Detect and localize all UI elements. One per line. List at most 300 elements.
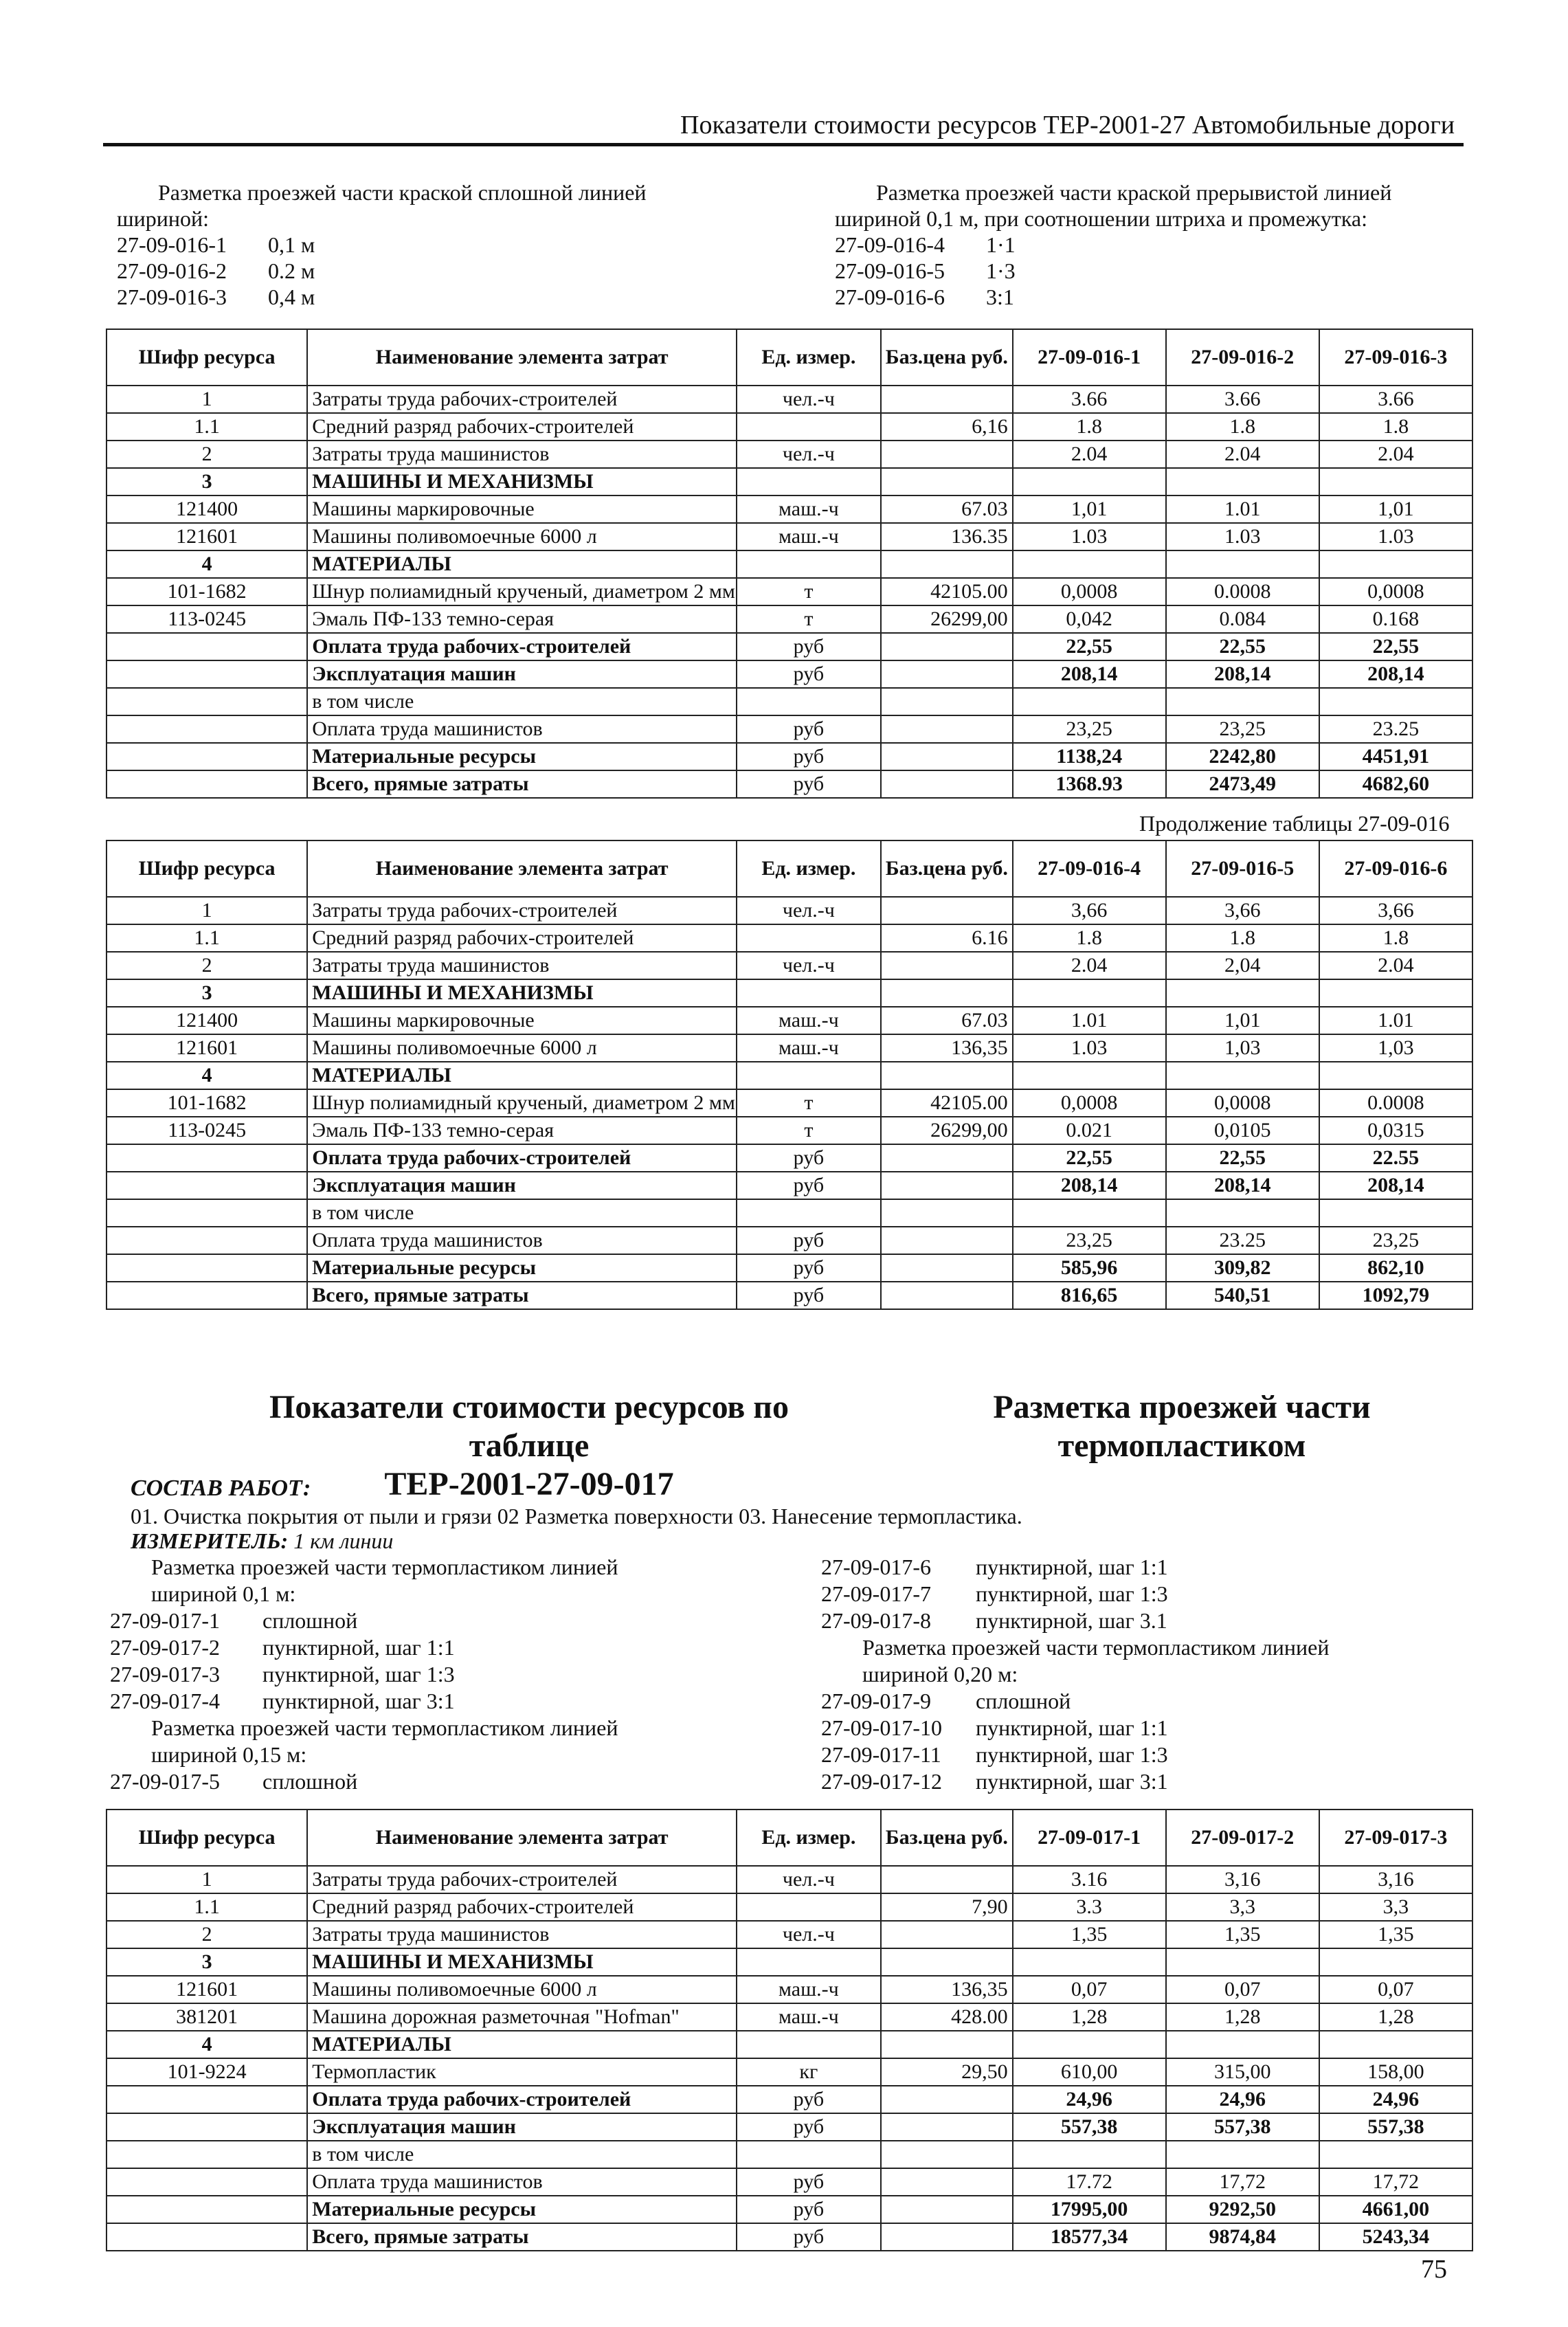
table-cell: 1.01 [1319, 1007, 1472, 1034]
table-cell: 0,0008 [1319, 578, 1472, 605]
table-cell: 3.66 [1319, 386, 1472, 413]
table-cell [1013, 1199, 1166, 1227]
table-cell [107, 2196, 307, 2223]
table-row [107, 979, 1472, 1007]
table-cell: 3,3 [1319, 1893, 1472, 1921]
table-cell: 309,82 [1166, 1254, 1319, 1282]
column-header: 27-09-017-1 [1013, 1810, 1166, 1866]
table-cell: Машины маркировочные [307, 1007, 737, 1034]
table-row [107, 441, 1472, 468]
column-header: 27-09-016-3 [1319, 329, 1472, 386]
table-cell: т [737, 578, 881, 605]
table-row [107, 1144, 1472, 1172]
table-cell [881, 770, 1013, 798]
table-cell: 158,00 [1319, 2058, 1472, 2086]
s017-left-item-heading: шириной 0,1 м: [151, 1581, 296, 1606]
column-header: Шифр ресурса [107, 840, 307, 897]
table-cell [1319, 2031, 1472, 2058]
table-cell [1013, 2031, 1166, 2058]
table-cell: 121400 [107, 1007, 307, 1034]
meter-label: ИЗМЕРИТЕЛЬ: [131, 1528, 289, 1553]
works-text: 01. Очистка покрытия от пыли и грязи 02 Разметка поверхности 03. Нанесение термопластика. [131, 1504, 1022, 1528]
table-cell: 1,28 [1319, 2003, 1472, 2031]
table-cell [737, 1893, 881, 1921]
s017-right-item-text: пунктирной, шаг 3.1 [976, 1608, 1167, 1633]
table-cell: 0,0315 [1319, 1117, 1472, 1144]
table-cell [1013, 1062, 1166, 1089]
table-row [107, 1089, 1472, 1117]
column-header: Ед. измер. [737, 329, 881, 386]
table-cell: 816,65 [1013, 1282, 1166, 1309]
table-cell: 6.16 [881, 924, 1013, 952]
s017-left-item-code: 27-09-017-3 [110, 1662, 220, 1686]
running-header: Показатели стоимости ресурсов ТЕР-2001-27 Автомобильные дороги [680, 111, 1455, 140]
table-cell: 9874,84 [1166, 2223, 1319, 2251]
table-cell [1166, 1062, 1319, 1089]
table-cell: 0.0008 [1166, 578, 1319, 605]
table-cell: Термопластик [307, 2058, 737, 2086]
table-cell: 2 [107, 441, 307, 468]
table-cell [881, 1144, 1013, 1172]
intro016-left-item-text: 0,4 м [268, 285, 315, 309]
table-cell: кг [737, 2058, 881, 2086]
table-cell: руб [737, 633, 881, 660]
table-cell [1166, 2141, 1319, 2168]
table-cell: 1.8 [1166, 924, 1319, 952]
table-cell: Шнур полиамидный крученый, диаметром 2 мм [307, 1089, 737, 1117]
intro016-right-item-text: 1·3 [986, 258, 1016, 283]
table-cell [881, 1062, 1013, 1089]
table-cell [737, 924, 881, 952]
table-cell [1013, 550, 1166, 578]
table-cell: 0,0008 [1013, 1089, 1166, 1117]
s017-right-item-code: 27-09-017-11 [821, 1742, 941, 1767]
table-cell: 208,14 [1013, 660, 1166, 688]
s017-right-item-code: 27-09-017-6 [821, 1555, 931, 1579]
table-cell: чел.-ч [737, 441, 881, 468]
column-header: 27-09-016-4 [1013, 840, 1166, 897]
table-cell [107, 1199, 307, 1227]
table-cell: 0,07 [1166, 1976, 1319, 2003]
table-cell [1013, 2141, 1166, 2168]
table-cell: Оплата труда машинистов [307, 1227, 737, 1254]
table-row [107, 688, 1472, 715]
table-cell [1166, 2031, 1319, 2058]
column-header: 27-09-016-6 [1319, 840, 1472, 897]
intro016-right-title-2: шириной 0,1 м, при соотношении штриха и промежутка: [835, 206, 1368, 231]
column-header: 27-09-016-5 [1166, 840, 1319, 897]
table-row [107, 1976, 1472, 2003]
s017-left-item-text: пунктирной, шаг 1:1 [262, 1635, 455, 1660]
table-cell: 113-0245 [107, 605, 307, 633]
table-cell [737, 2141, 881, 2168]
table-cell: 3.66 [1166, 386, 1319, 413]
column-header: Баз.цена руб. [881, 1810, 1013, 1866]
table-cell: 0.021 [1013, 1117, 1166, 1144]
table-cell [881, 2141, 1013, 2168]
table-row [107, 633, 1472, 660]
table-row [107, 1062, 1472, 1089]
table-cell [1013, 468, 1166, 496]
table-cell: 4682,60 [1319, 770, 1472, 798]
table-cell: 3,66 [1013, 897, 1166, 924]
table-row [107, 1117, 1472, 1144]
table-cell: руб [737, 1254, 881, 1282]
intro016-right-title-1: Разметка проезжей части краской прерывистой линией [876, 180, 1392, 205]
table-cell: Эксплуатация машин [307, 660, 737, 688]
table-cell: Материальные ресурсы [307, 2196, 737, 2223]
table-cell: 2 [107, 1921, 307, 1948]
table-cell: Средний разряд рабочих-строителей [307, 1893, 737, 1921]
table-cell: 3,16 [1166, 1866, 1319, 1893]
s017-left-item-heading: шириной 0,15 м: [151, 1742, 307, 1767]
table-cell: руб [737, 2196, 881, 2223]
table-cell [881, 2223, 1013, 2251]
s017-right-item-code: 27-09-017-12 [821, 1769, 942, 1794]
table-header-row [107, 840, 1472, 897]
table-row [107, 1282, 1472, 1309]
table-cell [107, 2113, 307, 2141]
table-cell: 1.8 [1319, 924, 1472, 952]
table-cell: Всего, прямые затраты [307, 2223, 737, 2251]
table-cell [1013, 1948, 1166, 1976]
table-cell: 2.04 [1319, 441, 1472, 468]
table-cell [737, 1199, 881, 1227]
table-cell: 101-1682 [107, 578, 307, 605]
table-cell: Всего, прямые затраты [307, 770, 737, 798]
table-cell: 0,0105 [1166, 1117, 1319, 1144]
table-row [107, 660, 1472, 688]
table-cell [881, 468, 1013, 496]
table-cell: 0,042 [1013, 605, 1166, 633]
table-cell: 101-1682 [107, 1089, 307, 1117]
table-cell: 428.00 [881, 2003, 1013, 2031]
table-cell: 42105.00 [881, 578, 1013, 605]
table-row [107, 715, 1472, 743]
table-cell: чел.-ч [737, 897, 881, 924]
table-cell: т [737, 605, 881, 633]
table-cell [881, 2196, 1013, 2223]
table-cell: маш.-ч [737, 2003, 881, 2031]
table-cell [107, 770, 307, 798]
table-cell: руб [737, 743, 881, 770]
table-cell: руб [737, 2113, 881, 2141]
resource-table-017-1-3 [106, 1809, 1473, 2251]
table-cell [737, 979, 881, 1007]
table-cell [881, 1227, 1013, 1254]
table-cell: 4451,91 [1319, 743, 1472, 770]
intro016-left-item-text: 0,1 м [268, 232, 315, 257]
s017-left-item-heading: Разметка проезжей части термопластиком линией [151, 1715, 618, 1740]
table-cell: 4 [107, 550, 307, 578]
table-cell: маш.-ч [737, 1007, 881, 1034]
table-cell: 0.0008 [1319, 1089, 1472, 1117]
table-cell: 208,14 [1013, 1172, 1166, 1199]
table-cell [107, 2086, 307, 2113]
table-cell: 1.1 [107, 1893, 307, 1921]
table-cell: 1,01 [1319, 496, 1472, 523]
table-cell: 1.03 [1319, 523, 1472, 550]
table-cell [107, 2168, 307, 2196]
column-header: Ед. измер. [737, 840, 881, 897]
table-cell: 3 [107, 979, 307, 1007]
table-row [107, 550, 1472, 578]
table-cell: 24,96 [1166, 2086, 1319, 2113]
s017-right-item-text: пунктирной, шаг 1:1 [976, 1715, 1168, 1740]
table-cell: руб [737, 1282, 881, 1309]
table-cell: т [737, 1089, 881, 1117]
table-cell: 2,04 [1166, 952, 1319, 979]
table-cell: Затраты труда машинистов [307, 952, 737, 979]
column-header: Баз.цена руб. [881, 840, 1013, 897]
table-row [107, 468, 1472, 496]
s017-left-item-text: пунктирной, шаг 1:3 [262, 1662, 455, 1686]
s017-right-item-heading: Разметка проезжей части термопластиком линией [862, 1635, 1330, 1660]
table-cell: 67.03 [881, 496, 1013, 523]
table-cell: 1,03 [1319, 1034, 1472, 1062]
table-cell: 18577,34 [1013, 2223, 1166, 2251]
table-header-row [107, 329, 1472, 386]
table-cell: 3,66 [1166, 897, 1319, 924]
table-cell [107, 743, 307, 770]
table-cell: 1,35 [1319, 1921, 1472, 1948]
table-row [107, 496, 1472, 523]
column-header: Наименование элемента затрат [307, 329, 737, 386]
table-cell: 9292,50 [1166, 2196, 1319, 2223]
table-cell: 1,01 [1166, 1007, 1319, 1034]
table-cell [107, 688, 307, 715]
table-cell: 1.01 [1013, 1007, 1166, 1034]
table-cell [107, 660, 307, 688]
table-cell [107, 715, 307, 743]
table-cell [1166, 1199, 1319, 1227]
section017-title-left-1: Показатели стоимости ресурсов по таблице [269, 1389, 789, 1464]
works-label: СОСТАВ РАБОТ: [131, 1476, 311, 1501]
table-cell: 22,55 [1013, 1144, 1166, 1172]
table-cell [881, 1948, 1013, 1976]
table-cell [1013, 688, 1166, 715]
table-cell: 862,10 [1319, 1254, 1472, 1282]
table-cell: 315,00 [1166, 2058, 1319, 2086]
table-cell [1319, 1199, 1472, 1227]
table-row [107, 897, 1472, 924]
table-cell [1166, 468, 1319, 496]
table-cell: 17,72 [1166, 2168, 1319, 2196]
table-cell: 4 [107, 2031, 307, 2058]
table-cell [107, 1254, 307, 1282]
table-cell: 26299,00 [881, 1117, 1013, 1144]
table-cell: МАШИНЫ И МЕХАНИЗМЫ [307, 468, 737, 496]
table-row [107, 386, 1472, 413]
table-cell: 22,55 [1013, 633, 1166, 660]
table-cell: 1.03 [1166, 523, 1319, 550]
s017-right-item-code: 27-09-017-7 [821, 1581, 931, 1606]
table-cell: 1.01 [1166, 496, 1319, 523]
table-cell: 121601 [107, 1034, 307, 1062]
section017-title-right [989, 1388, 1374, 1465]
intro016-left-item-code: 27-09-016-3 [117, 285, 227, 309]
table-cell: МАТЕРИАЛЫ [307, 550, 737, 578]
table-cell: 585,96 [1013, 1254, 1166, 1282]
table-cell: 208,14 [1319, 1172, 1472, 1199]
intro016-right-item-code: 27-09-016-6 [835, 285, 945, 309]
table-row [107, 578, 1472, 605]
table-cell: маш.-ч [737, 1034, 881, 1062]
table-cell [881, 1172, 1013, 1199]
table-cell: Эмаль ПФ-133 темно-серая [307, 605, 737, 633]
column-header: 27-09-017-2 [1166, 1810, 1319, 1866]
table-row [107, 770, 1472, 798]
table-cell [881, 1199, 1013, 1227]
column-header: Шифр ресурса [107, 329, 307, 386]
s017-left-item-code: 27-09-017-5 [110, 1769, 220, 1794]
s017-right-item-code: 27-09-017-8 [821, 1608, 931, 1633]
table-cell: 1138,24 [1013, 743, 1166, 770]
table-cell: чел.-ч [737, 1866, 881, 1893]
s017-right-item-text: пунктирной, шаг 3:1 [976, 1769, 1168, 1794]
table-cell: маш.-ч [737, 496, 881, 523]
table-cell [737, 1062, 881, 1089]
table-cell [1319, 2141, 1472, 2168]
table-cell: 3,16 [1319, 1866, 1472, 1893]
resource-table-016-4-6 [106, 840, 1473, 1310]
table-cell [737, 413, 881, 441]
table-cell: руб [737, 1172, 881, 1199]
table-cell: Оплата труда рабочих-строителей [307, 633, 737, 660]
table-cell: Машины маркировочные [307, 496, 737, 523]
table-cell [881, 2031, 1013, 2058]
table-cell: 22,55 [1166, 1144, 1319, 1172]
table-cell [881, 1282, 1013, 1309]
table-cell: чел.-ч [737, 952, 881, 979]
table-cell: 208,14 [1166, 1172, 1319, 1199]
table-cell: 3.16 [1013, 1866, 1166, 1893]
column-header: Баз.цена руб. [881, 329, 1013, 386]
table-cell: Затраты труда машинистов [307, 1921, 737, 1948]
table-cell: 557,38 [1013, 2113, 1166, 2141]
table-cell: в том числе [307, 1199, 737, 1227]
table-row [107, 1007, 1472, 1034]
table-cell: Средний разряд рабочих-строителей [307, 413, 737, 441]
table-cell: 2473,49 [1166, 770, 1319, 798]
s017-left-item-heading: Разметка проезжей части термопластиком линией [151, 1555, 618, 1579]
resource-table-016-1-3 [106, 329, 1473, 799]
column-header: 27-09-016-1 [1013, 329, 1166, 386]
table-cell: 1.03 [1013, 523, 1166, 550]
table-cell: 557,38 [1319, 2113, 1472, 2141]
table-cell: 24,96 [1319, 2086, 1472, 2113]
table-cell: Эксплуатация машин [307, 1172, 737, 1199]
s017-left-item-text: сплошной [262, 1769, 358, 1794]
table-cell: 610,00 [1013, 2058, 1166, 2086]
table-cell [107, 1282, 307, 1309]
table-cell: МАШИНЫ И МЕХАНИЗМЫ [307, 1948, 737, 1976]
s017-left-item-text: пунктирной, шаг 3:1 [262, 1689, 455, 1713]
table-cell [1013, 979, 1166, 1007]
table-cell: т [737, 1117, 881, 1144]
table-row [107, 523, 1472, 550]
header-rule [103, 143, 1464, 146]
table-row [107, 1227, 1472, 1254]
table-cell [107, 1172, 307, 1199]
table-cell: 4661,00 [1319, 2196, 1472, 2223]
table-cell: 23.25 [1166, 1227, 1319, 1254]
s017-left-item-text: сплошной [262, 1608, 358, 1633]
table-cell: 17.72 [1013, 2168, 1166, 2196]
table-cell: 6,16 [881, 413, 1013, 441]
table-cell [1319, 468, 1472, 496]
column-header: 27-09-017-3 [1319, 1810, 1472, 1866]
table-cell: 0,0008 [1166, 1089, 1319, 1117]
table-cell [107, 633, 307, 660]
table-cell [881, 2086, 1013, 2113]
table-cell: 121601 [107, 1976, 307, 2003]
table-cell: 23,25 [1013, 1227, 1166, 1254]
meter-line [131, 1528, 393, 1553]
table-cell [881, 979, 1013, 1007]
table-cell: 557,38 [1166, 2113, 1319, 2141]
table-cell: МАТЕРИАЛЫ [307, 2031, 737, 2058]
table-cell: Оплата труда рабочих-строителей [307, 2086, 737, 2113]
table-cell [1319, 550, 1472, 578]
table-cell: Оплата труда машинистов [307, 2168, 737, 2196]
table-cell: 1.1 [107, 924, 307, 952]
intro016-right-item-code: 27-09-016-5 [835, 258, 945, 283]
s017-left-item-code: 27-09-017-2 [110, 1635, 220, 1660]
table-cell: Материальные ресурсы [307, 1254, 737, 1282]
intro016-left-item-code: 27-09-016-2 [117, 258, 227, 283]
table-cell: руб [737, 2168, 881, 2196]
table-row [107, 2086, 1472, 2113]
table-cell: Машина дорожная разметочная "Hofman" [307, 2003, 737, 2031]
table-cell [107, 1227, 307, 1254]
table-cell: 1 [107, 386, 307, 413]
table-row [107, 1866, 1472, 1893]
table-cell: Эксплуатация машин [307, 2113, 737, 2141]
table-cell: 3 [107, 468, 307, 496]
table-cell: Машины поливомоечные 6000 л [307, 1976, 737, 2003]
table-cell [107, 2141, 307, 2168]
table-cell: 23,25 [1319, 1227, 1472, 1254]
table-cell: 1 [107, 1866, 307, 1893]
intro016-left-title-1: Разметка проезжей части краской сплошной линией [158, 180, 647, 205]
s017-right-item-text: пунктирной, шаг 1:3 [976, 1742, 1168, 1767]
table-cell [107, 2223, 307, 2251]
table-cell: Затраты труда машинистов [307, 441, 737, 468]
table-row [107, 1199, 1472, 1227]
table-cell: 3.66 [1013, 386, 1166, 413]
table-cell: 3,3 [1166, 1893, 1319, 1921]
s017-right-item-text: сплошной [976, 1689, 1071, 1713]
table-cell: 1,03 [1166, 1034, 1319, 1062]
table-cell: Затраты труда рабочих-строителей [307, 1866, 737, 1893]
s017-right-item-text: пунктирной, шаг 1:3 [976, 1581, 1168, 1606]
column-header: Наименование элемента затрат [307, 1810, 737, 1866]
table-cell: Затраты труда рабочих-строителей [307, 386, 737, 413]
table-cell [737, 550, 881, 578]
table-cell: Оплата труда машинистов [307, 715, 737, 743]
table-cell: 22,55 [1166, 633, 1319, 660]
table-cell: 1,28 [1166, 2003, 1319, 2031]
table-row [107, 924, 1472, 952]
table-cell: 67.03 [881, 1007, 1013, 1034]
table-cell: 1,35 [1013, 1921, 1166, 1948]
table-cell: чел.-ч [737, 386, 881, 413]
table-cell: в том числе [307, 688, 737, 715]
table-cell: руб [737, 1144, 881, 1172]
table-header-row [107, 1810, 1472, 1866]
table-cell [881, 715, 1013, 743]
